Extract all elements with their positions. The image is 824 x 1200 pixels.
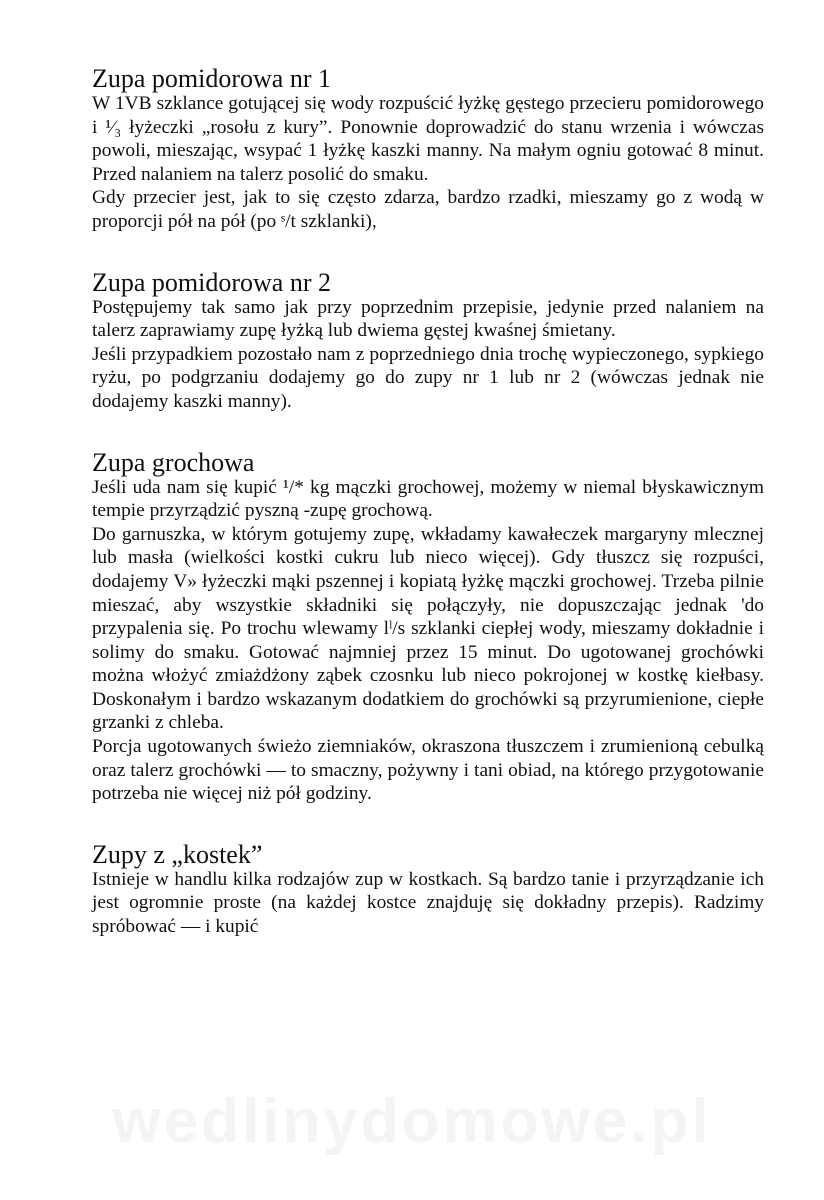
paragraph: Istnieje w handlu kilka rodzajów zup w kostkach. Są bardzo tanie i przyrządzanie ich jest ogromnie proste (na każdej kostce znajduję się dokładny przepis). Radzimy spróbować — i kupić	[92, 868, 764, 938]
section-title: Zupa pomidorowa nr 1	[92, 64, 332, 93]
watermark: wedlinydomowe.pl	[112, 1087, 712, 1156]
recipe-section-pea-soup	[92, 448, 764, 806]
section-title: Zupa pomidorowa nr 2	[92, 267, 332, 297]
recipe-section-tomato-soup-1	[92, 64, 764, 234]
paragraph: Porcja ugotowanych świeżo ziemniaków, okraszona tłuszczem i zrumienioną cebulką oraz talerz grochówki — to smaczny, pożywny i tani obiad, na którego przygotowanie potrzeba nie więcej niż pół godziny.	[92, 736, 764, 805]
section-title: Zupa grochowa	[92, 447, 255, 477]
paragraph: Gdy przecier jest, jak to się często zdarza, bardzo rzadki, mieszamy go z wodą w proporcji pół na pół (po ˢ/t szklanki),	[92, 187, 764, 232]
paragraph: Jeśli przypadkiem pozostało nam z poprzedniego dnia trochę wypieczonego, sypkiego ryżu, po podgrzaniu dodajemy go do zupy nr 1 lub nr 2 (wówczas jednak nie dodajemy kaszki manny).	[92, 343, 764, 412]
paragraph: Postępujemy tak samo jak przy poprzednim przepisie, jedynie przed nalaniem na talerz zaprawiamy zupę łyżką lub dwiema gęstej kwaśnej śmietany.	[92, 296, 764, 342]
paragraph: Jeśli uda nam się kupić ¹/* kg mączki grochowej, możemy w niemal błyskawicznym tempie przyrządzić pyszną -zupę grochową.	[92, 476, 764, 522]
recipe-section-tomato-soup-2	[92, 268, 764, 414]
paragraph: Do garnuszka, w którym gotujemy zupę, wkładamy kawałeczek margaryny mlecznej lub masła (wielkości kostki cukru lub nieco więcej). Gdy tłuszcz się rozpuści, dodajemy V» łyżeczki mąki pszennej i kopiatą łyżkę mączki grochowej. Trzeba pilnie mieszać, aby wszystkie składniki się połączyły, nie dopuszczając jednak 'do przypalenia się. Po trochu wlewamy lˡ/s szklanki ciepłej wody, mieszamy dokładnie i solimy do smaku. Gotować najmniej przez 15 minut. Do ugotowanej grochówki można włożyć zmiażdżony ząbek czosnku lub nieco pokrojonej w kostkę kiełbasy. Doskonałym i bardzo wskazanym dodatkiem do grochówki są przyrumienione, ciepłe grzanki z chleba.	[92, 523, 764, 734]
paragraph: W 1VB szklance gotującej się wody rozpuścić łyżkę gęstego przecieru pomidorowego i ¹⁄₃ łyżeczki „rosołu z kury”. Ponownie doprowadzić do stanu wrzenia i wówczas powoli, mieszając, wsypać 1 łyżkę kaszki manny. Na małym ogniu gotować 8 minut. Przed nalaniem na talerz posolić do smaku.	[92, 93, 764, 185]
document-page	[92, 64, 764, 939]
section-title: Zupy z „kostek”	[92, 839, 263, 869]
recipe-section-cube-soups	[92, 840, 764, 939]
